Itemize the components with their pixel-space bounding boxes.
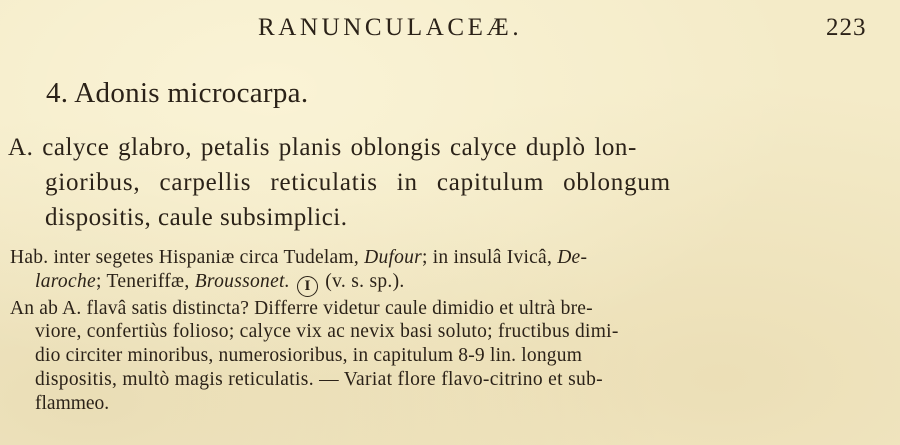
collector-name: De- (557, 247, 588, 268)
collector-name: laroche (35, 270, 96, 292)
page-number: 223 (826, 14, 867, 41)
diagnosis-line: gioribus, carpellis reticulatis in capitulum oblongum (45, 169, 671, 196)
annual-plant-symbol: I (297, 276, 318, 297)
collector-name: Dufour (364, 247, 422, 268)
note-line: An ab A. flavâ satis distincta? Differre videtur caule dimidio et ultrà bre- (10, 297, 593, 319)
note-line: dio circiter minoribus, numerosioribus, in capitulum 8-9 lin. longum (35, 345, 583, 367)
note-line: dispositis, multò magis reticulatis. — Variat flore flavo-citrino et sub- (35, 368, 604, 390)
habitat-text: Hab. inter segetes Hispaniæ circa Tudelam, (10, 247, 359, 268)
habitat-line (35, 270, 619, 297)
species-diagnosis (8, 130, 671, 235)
running-head (0, 14, 900, 48)
species-heading: 4. Adonis microcarpa. (46, 77, 309, 109)
note-line: viore, confertiùs folioso; calyce vix ac nevix basi soluto; fructibus dimi- (35, 321, 619, 343)
diagnosis-line: A. calyce glabro, petalis planis oblongis calyce duplò lon- (8, 134, 637, 161)
diagnosis-line: dispositis, caule subsimplici. (45, 204, 348, 231)
note-line: flammeo. (35, 392, 110, 414)
habitat-text: ; in insulâ Ivicâ, (421, 247, 553, 268)
specimen-note: (v. s. sp.). (325, 270, 405, 292)
habitat-and-notes (10, 246, 619, 415)
habitat-line (10, 246, 594, 270)
running-title: RANUNCULACEÆ. (258, 14, 523, 41)
collector-name: Broussonet. (194, 270, 290, 292)
habitat-text: ; Teneriffæ, (95, 270, 190, 292)
